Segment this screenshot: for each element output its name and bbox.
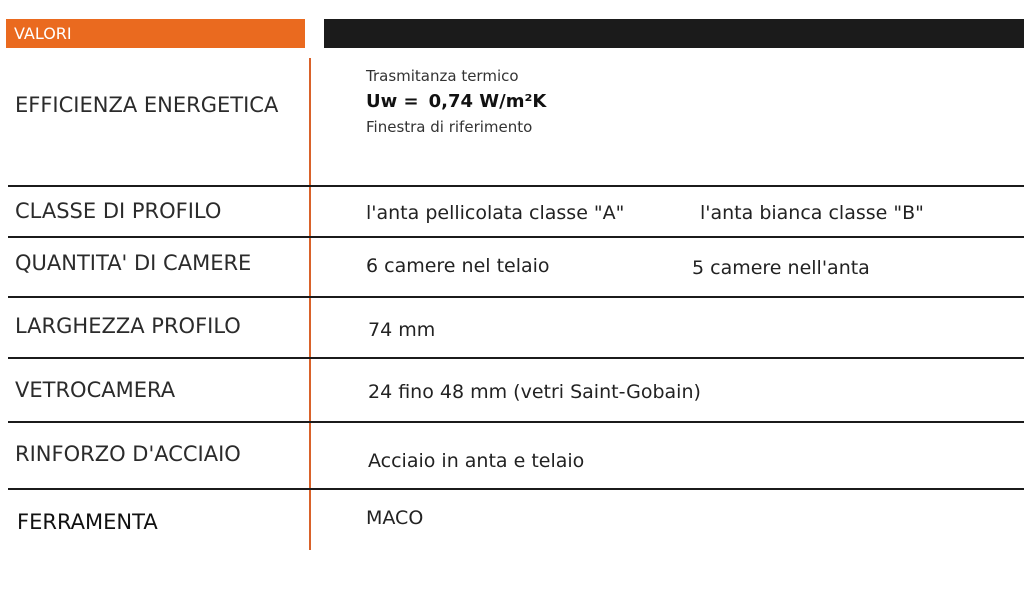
hardware-value: MACO xyxy=(366,507,424,529)
profile-class-a: l'anta pellicolata classe "A" xyxy=(366,202,625,224)
uw-prefix: Uw = xyxy=(366,91,419,112)
row-label-rinforzo-d-acciaio: RINFORZO D'ACCIAIO xyxy=(15,442,241,466)
reference-window-caption: Finestra di riferimento xyxy=(366,118,533,136)
row-separator xyxy=(8,185,1024,187)
column-divider xyxy=(309,58,311,550)
thermal-transmittance-caption: Trasmitanza termico xyxy=(366,67,519,85)
glazing-value: 24 fino 48 mm (vetri Saint-Gobain) xyxy=(368,381,701,403)
profile-width-value: 74 mm xyxy=(368,319,436,341)
header-bar xyxy=(324,19,1024,48)
chambers-frame: 6 camere nel telaio xyxy=(366,255,550,277)
row-separator xyxy=(8,488,1024,490)
row-separator xyxy=(8,357,1024,359)
row-label-vetrocamera: VETROCAMERA xyxy=(15,378,176,402)
row-label-efficienza-energetica: EFFICIENZA ENERGETICA xyxy=(15,93,279,117)
row-separator xyxy=(8,236,1024,238)
row-separator xyxy=(8,421,1024,423)
steel-reinforcement-value: Acciaio in anta e telaio xyxy=(368,450,585,472)
uw-number: 0,74 W/m²K xyxy=(428,91,547,112)
profile-class-b: l'anta bianca classe "B" xyxy=(700,202,924,224)
row-label-larghezza-profilo: LARGHEZZA PROFILO xyxy=(15,314,241,338)
header-valori: VALORI xyxy=(6,19,305,48)
row-label-ferramenta: FERRAMENTA xyxy=(17,510,158,534)
chambers-sash: 5 camere nell'anta xyxy=(692,257,870,279)
uw-value xyxy=(366,91,546,112)
row-label-classe-di-profilo: CLASSE DI PROFILO xyxy=(15,199,222,223)
row-label-quantita-di-camere: QUANTITA' DI CAMERE xyxy=(15,251,252,275)
row-separator xyxy=(8,296,1024,298)
